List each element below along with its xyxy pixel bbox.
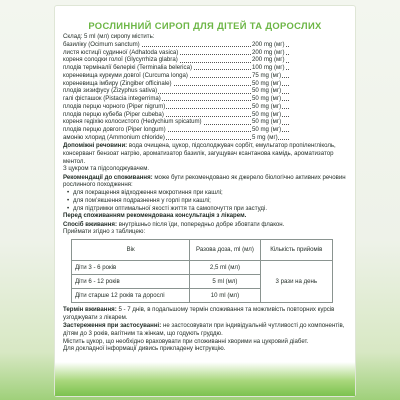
ingredient-amount: 200 mg (мг) bbox=[252, 56, 285, 64]
ingredient-amount: 50 mg (мг) bbox=[252, 118, 282, 126]
cell-frequency: 3 рази на день bbox=[260, 261, 332, 303]
consult-line: Перед споживанням рекомендована консультація з лікарем. bbox=[63, 212, 247, 220]
cell-dose: 2,5 ml (мл) bbox=[190, 261, 260, 275]
ingredient-amount: 50 mg (мг) bbox=[252, 126, 282, 133]
ingredient-row bbox=[63, 56, 349, 64]
ingredient-amount: 5 mg (мг) bbox=[252, 133, 278, 141]
ingredient-amount: 50 mg (мг) bbox=[252, 87, 282, 95]
ingredient-amount: 50 mg (мг) bbox=[252, 95, 282, 102]
recommendations-text: може бути рекомендовано як джерело біологічно активних речовин рослинного походження: bbox=[63, 173, 346, 189]
method-label: Спосіб вживання: bbox=[63, 220, 117, 228]
green-gradient-band bbox=[55, 362, 355, 396]
leaflet-panel bbox=[55, 6, 355, 396]
ingredient-row bbox=[63, 41, 349, 49]
header-frequency: Кількість прийомів bbox=[260, 240, 332, 261]
excipients-paragraph bbox=[63, 142, 349, 165]
ingredient-name: листя юстиції судинної (Adhatoda vasica) bbox=[63, 48, 179, 56]
ingredient-amount: 50 mg (мг) bbox=[252, 110, 282, 118]
product-title: РОСЛИННИЙ СИРОП ДЛЯ ДІТЕЙ ТА ДОРОСЛИХ bbox=[88, 20, 322, 31]
ingredient-row bbox=[63, 111, 349, 119]
ingredient-row bbox=[63, 118, 349, 126]
dosage-table-wrap bbox=[71, 239, 333, 303]
term-label: Термін вживання: bbox=[63, 306, 117, 313]
bottom-section bbox=[63, 306, 349, 353]
ingredient-name: плодів зизифусу (Zizyphus sativa) bbox=[63, 87, 158, 95]
diabetes-warning: Містить цукор, що необхідно враховувати при споживанні хворими на цукровий діабет. bbox=[63, 337, 309, 345]
cell-age: Діти 6 - 12 років bbox=[72, 275, 190, 289]
warnings-paragraph bbox=[63, 322, 349, 338]
header-dose: Разова доза, ml (мл) bbox=[190, 240, 260, 261]
ingredient-name: кореневища куркуми довгої (Curcuma longa) bbox=[63, 71, 188, 79]
ingredient-name: кореня гедіхію колосистого (Hedychium spicatum) bbox=[63, 118, 202, 126]
cell-age: Діти старше 12 років та дорослі bbox=[72, 289, 190, 303]
header-age: Вік bbox=[72, 240, 190, 261]
ingredient-name: кореня солодки голої (Glycyrrhiza glabra) bbox=[63, 56, 178, 64]
ingredient-row bbox=[63, 72, 349, 80]
recommendations-paragraph bbox=[63, 174, 349, 190]
ingredient-name: кореневища імбиру (Zingiber officinale) bbox=[63, 79, 172, 87]
ingredient-name: плодів перцю кубеба (Piper cubeba) bbox=[63, 110, 164, 118]
composition-heading: Склад: 5 ml (мл) сиропу містить: bbox=[63, 33, 155, 40]
use-item: • для покращення відходження мокротиння при кашлі; bbox=[73, 189, 349, 197]
cell-age: Діти 3 - 6 років bbox=[72, 261, 190, 275]
more-info-line: Для докладної інформації дивись прикладену інструкцію. bbox=[63, 345, 226, 353]
ingredient-row bbox=[63, 126, 349, 134]
ingredient-name: базиліку (Ocimum sanctum) bbox=[63, 40, 140, 48]
use-item: • для підтримки оптимальної якості життя та самопочуття при застуді. bbox=[73, 205, 349, 213]
uses-list bbox=[63, 189, 349, 212]
warnings-text: не застосовувати при індивідуальній чутливості до компонентів, дітям до 3 років, вагітним та жінкам, що годують груддю. bbox=[63, 322, 345, 337]
method-paragraph bbox=[63, 221, 349, 229]
ingredient-amount: 200 mg (мг) bbox=[252, 48, 285, 56]
ingredient-name: амонію хлорид (Ammonium chloride) bbox=[63, 133, 165, 141]
ingredient-row bbox=[63, 95, 349, 103]
ingredient-amount: 50 mg (мг) bbox=[252, 102, 282, 110]
ingredient-name: плодів перцю довгого (Piper longum) bbox=[63, 126, 166, 133]
ingredient-row bbox=[63, 80, 349, 88]
ingredient-name: плодів терміналії белерікі (Terminalia belerica) bbox=[63, 64, 192, 71]
table-row bbox=[72, 261, 333, 275]
ingredient-name: плодів перцю чорного (Piper nigrum) bbox=[63, 102, 166, 110]
ingredient-amount: 50 mg (мг) bbox=[252, 79, 282, 87]
method-text: внутрішньо після їди, попередньо добре збовтати флакон. bbox=[118, 220, 285, 228]
leaflet-content bbox=[63, 33, 349, 353]
term-text: 5 - 7 днів, в подальшому термін споживання та можливість повторних курсів узгоджувати з лікарем. bbox=[63, 306, 335, 321]
ingredients-list bbox=[63, 41, 349, 142]
sugar-line: З цукром та підсолоджувачем. bbox=[63, 165, 150, 173]
ingredient-row bbox=[63, 134, 349, 142]
ingredient-name: галі фісташок (Pistacia integerrima) bbox=[63, 95, 161, 102]
term-paragraph bbox=[63, 306, 349, 322]
cell-dose: 10 ml (мл) bbox=[190, 289, 260, 303]
ingredient-row bbox=[63, 103, 349, 111]
ingredient-row bbox=[63, 64, 349, 72]
ingredient-row bbox=[63, 49, 349, 57]
table-header-row bbox=[72, 240, 333, 261]
composition-heading-row bbox=[63, 33, 349, 41]
excipients-label: Допоміжні речовини: bbox=[63, 142, 128, 149]
ingredient-row bbox=[63, 87, 349, 95]
warnings-label: Застереження при застосуванні: bbox=[63, 322, 162, 329]
cell-dose: 5 ml (мл) bbox=[190, 275, 260, 289]
ingredient-amount: 75 mg (мг) bbox=[252, 71, 282, 79]
ingredient-amount: 100 mg (мг) bbox=[252, 64, 285, 71]
method-text-table-ref: Приймати згідно з таблицею: bbox=[63, 228, 146, 236]
dosage-table bbox=[71, 239, 333, 303]
ingredient-amount: 200 mg (мг) bbox=[252, 40, 285, 48]
use-item: • для пом’якшення подразнення у горлі при кашлі; bbox=[73, 197, 349, 205]
excipients-text: вода очищена, цукор, підсолоджувач сорбіт, емульгатор пропіленгліколь, консервант бензоат натрію, ароматизатор базилік, загущувач ксантанова камідь, ароматизатор ментол. bbox=[63, 142, 336, 165]
recommendations-label: Рекомендації до споживання: bbox=[63, 173, 153, 181]
